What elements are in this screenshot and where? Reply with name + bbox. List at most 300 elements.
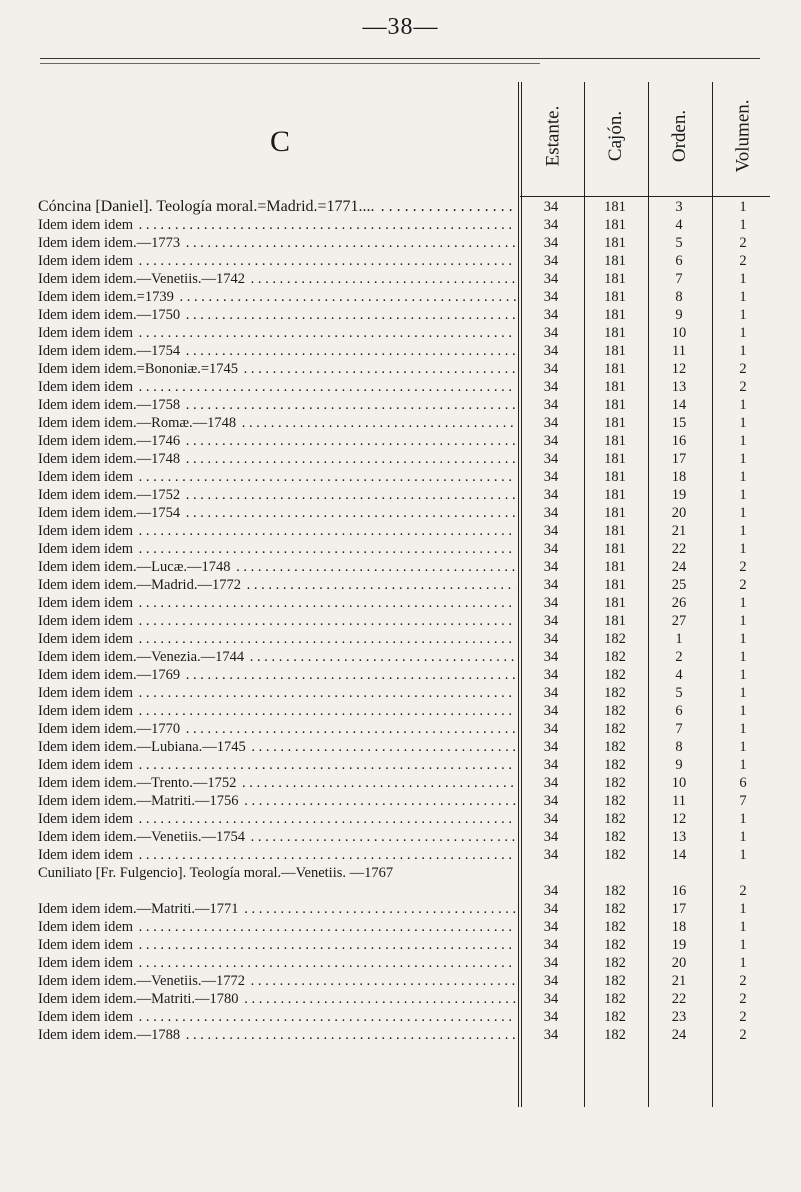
section-letter: C	[270, 125, 291, 158]
entry-description-text: Idem idem idem.—Matriti.—1780	[38, 991, 239, 1007]
cell-estante: 34	[543, 289, 559, 305]
table-row	[38, 918, 758, 936]
table-row	[38, 756, 758, 774]
cell-cajon: 182	[604, 1009, 626, 1025]
entry-description-text: Idem idem idem	[38, 325, 134, 341]
cell-orden: 2	[675, 649, 683, 665]
cell-orden: 26	[671, 595, 687, 611]
entry-description	[38, 558, 516, 576]
entry-description-text: Idem idem idem.—1773	[38, 235, 181, 251]
cell-orden: 3	[675, 199, 683, 215]
cell-cajon: 182	[604, 1027, 626, 1043]
cell-volumen: 1	[739, 397, 747, 413]
cell-cajon: 181	[604, 505, 626, 521]
catalog-entries	[38, 198, 758, 1044]
entry-description	[38, 288, 516, 306]
table-row	[38, 648, 758, 666]
cell-orden: 17	[671, 451, 687, 467]
entry-description-text: Idem idem idem	[38, 955, 134, 971]
cell-volumen: 1	[739, 739, 747, 755]
entry-description	[38, 900, 516, 918]
cell-volumen: 1	[739, 469, 747, 485]
cell-orden: 8	[675, 289, 683, 305]
entry-description	[38, 756, 516, 774]
cell-volumen: 1	[739, 415, 747, 431]
column-header-cajon-label: Cajón.	[605, 110, 627, 162]
cell-volumen: 1	[739, 199, 747, 215]
cell-orden: 5	[675, 235, 683, 251]
cell-estante: 34	[543, 667, 559, 683]
table-row	[38, 540, 758, 558]
entry-description-text: Idem idem idem	[38, 469, 134, 485]
column-header-volumen	[713, 82, 773, 190]
cell-cajon: 182	[604, 901, 626, 917]
top-rule-secondary	[40, 63, 540, 64]
cell-volumen: 1	[739, 631, 747, 647]
cell-volumen: 2	[739, 379, 747, 395]
cell-cajon: 182	[604, 937, 626, 953]
entry-description	[38, 810, 516, 828]
entry-description-text: Idem idem idem	[38, 595, 134, 611]
cell-estante: 34	[543, 577, 559, 593]
cell-cajon: 182	[604, 793, 626, 809]
cell-cajon: 181	[604, 271, 626, 287]
cell-estante: 34	[543, 307, 559, 323]
entry-description-text: Idem idem idem.—Lucæ.—1748	[38, 559, 231, 575]
table-row	[38, 774, 758, 792]
cell-cajon: 182	[604, 685, 626, 701]
cell-volumen: 1	[739, 721, 747, 737]
table-row	[38, 612, 758, 630]
cell-orden: 18	[671, 469, 687, 485]
entry-description-text: Idem idem idem	[38, 253, 134, 269]
entry-description-text: Idem idem idem.—Venetiis.—1772	[38, 973, 245, 989]
cell-orden: 10	[671, 325, 687, 341]
cell-volumen: 2	[739, 973, 747, 989]
cell-cajon: 181	[604, 397, 626, 413]
entry-description	[38, 630, 516, 648]
cell-cajon: 182	[604, 811, 626, 827]
cell-volumen: 1	[739, 649, 747, 665]
entry-description	[38, 648, 516, 666]
cell-cajon: 182	[604, 847, 626, 863]
cell-volumen: 1	[739, 847, 747, 863]
cell-volumen: 1	[739, 433, 747, 449]
cell-volumen: 1	[739, 289, 747, 305]
cell-estante: 34	[543, 235, 559, 251]
cell-estante: 34	[543, 469, 559, 485]
table-row	[38, 630, 758, 648]
cell-orden: 24	[671, 1027, 687, 1043]
cell-cajon: 181	[604, 199, 626, 215]
cell-orden: 12	[671, 811, 687, 827]
table-row	[38, 324, 758, 342]
cell-cajon: 182	[604, 757, 626, 773]
table-row	[38, 396, 758, 414]
column-header-cajon	[585, 82, 648, 190]
cell-cajon: 181	[604, 469, 626, 485]
cell-estante: 34	[543, 973, 559, 989]
cell-orden: 18	[671, 919, 687, 935]
cell-cajon: 181	[604, 235, 626, 251]
entry-description-text: Idem idem idem.—1752	[38, 487, 181, 503]
cell-estante: 34	[543, 361, 559, 377]
cell-estante: 34	[543, 559, 559, 575]
entry-description-text: Idem idem idem	[38, 379, 134, 395]
cell-estante: 34	[543, 1009, 559, 1025]
entry-description-text: Idem idem idem.—1758	[38, 397, 181, 413]
cell-volumen: 1	[739, 937, 747, 953]
cell-cajon: 181	[604, 541, 626, 557]
entry-description	[38, 918, 516, 936]
cell-cajon: 181	[604, 559, 626, 575]
table-row	[38, 288, 758, 306]
entry-description-text: Idem idem idem	[38, 937, 134, 953]
cell-volumen: 1	[739, 541, 747, 557]
cell-cajon: 181	[604, 415, 626, 431]
entry-description	[38, 396, 516, 414]
entry-description	[38, 828, 516, 846]
cell-orden: 8	[675, 739, 683, 755]
entry-description-text: Idem idem idem	[38, 811, 134, 827]
cell-cajon: 181	[604, 217, 626, 233]
entry-description-text: Idem idem idem	[38, 523, 134, 539]
cell-volumen: 2	[739, 1027, 747, 1043]
cell-cajon: 181	[604, 343, 626, 359]
entry-description	[38, 972, 516, 990]
cell-estante: 34	[543, 379, 559, 395]
entry-description	[38, 666, 516, 684]
entry-description-text: Idem idem idem.—1754	[38, 505, 181, 521]
entry-description-text: Idem idem idem	[38, 217, 134, 233]
cell-estante: 34	[543, 253, 559, 269]
table-row	[38, 234, 758, 252]
table-row	[38, 576, 758, 594]
cell-estante: 34	[543, 325, 559, 341]
cell-orden: 17	[671, 901, 687, 917]
entry-description-text: Idem idem idem	[38, 685, 134, 701]
entry-description	[38, 342, 516, 360]
cell-volumen: 1	[739, 757, 747, 773]
cell-volumen: 1	[739, 667, 747, 683]
cell-estante: 34	[543, 991, 559, 1007]
entry-description-text: Idem idem idem.—Matriti.—1756	[38, 793, 239, 809]
cell-volumen: 1	[739, 829, 747, 845]
table-row	[38, 342, 758, 360]
cell-estante: 34	[543, 793, 559, 809]
cell-orden: 6	[675, 703, 683, 719]
table-row	[38, 252, 758, 270]
cell-volumen: 2	[739, 1009, 747, 1025]
entry-description-text: Idem idem idem.—1750	[38, 307, 181, 323]
table-row	[38, 522, 758, 540]
entry-description-text: Idem idem idem	[38, 757, 134, 773]
entry-description-text: Idem idem idem.—1770	[38, 721, 181, 737]
cell-orden: 11	[672, 793, 686, 809]
table-row	[38, 216, 758, 234]
header-rule	[520, 196, 770, 197]
entry-description	[38, 216, 516, 234]
table-row	[38, 558, 758, 576]
table-row	[38, 684, 758, 702]
entry-description	[38, 450, 516, 468]
cell-orden: 20	[671, 505, 687, 521]
cell-orden: 16	[671, 883, 687, 899]
entry-description-text: Idem idem idem.—Romæ.—1748	[38, 415, 237, 431]
entry-description-text: Idem idem idem.=1739	[38, 289, 174, 305]
table-row	[38, 360, 758, 378]
cell-estante: 34	[543, 901, 559, 917]
cell-cajon: 181	[604, 613, 626, 629]
cell-estante: 34	[543, 397, 559, 413]
table-row	[38, 900, 758, 918]
table-row	[38, 972, 758, 990]
cell-estante: 34	[543, 649, 559, 665]
cell-estante: 34	[543, 955, 559, 971]
entry-description	[38, 378, 516, 396]
cell-estante: 34	[543, 847, 559, 863]
table-row	[38, 1008, 758, 1026]
cell-estante: 34	[543, 217, 559, 233]
cell-estante: 34	[543, 415, 559, 431]
cell-orden: 10	[671, 775, 687, 791]
cell-cajon: 181	[604, 289, 626, 305]
cell-volumen: 1	[739, 595, 747, 611]
entry-description-text: Idem idem idem.—Venetiis.—1754	[38, 829, 245, 845]
cell-orden: 22	[671, 541, 687, 557]
entry-description-text: Idem idem idem	[38, 847, 134, 863]
table-row	[38, 792, 758, 810]
cell-estante: 34	[543, 685, 559, 701]
cell-cajon: 182	[604, 919, 626, 935]
cell-volumen: 1	[739, 523, 747, 539]
cell-estante: 34	[543, 829, 559, 845]
cell-cajon: 181	[604, 307, 626, 323]
cell-cajon: 181	[604, 325, 626, 341]
cell-cajon: 181	[604, 595, 626, 611]
entry-description-text: Idem idem idem	[38, 703, 134, 719]
cell-volumen: 1	[739, 613, 747, 629]
cell-cajon: 182	[604, 649, 626, 665]
table-row	[38, 432, 758, 450]
entry-description	[38, 414, 516, 432]
cell-estante: 34	[543, 505, 559, 521]
cell-cajon: 181	[604, 487, 626, 503]
cell-orden: 14	[671, 397, 687, 413]
page-number: —38—	[362, 14, 439, 40]
cell-estante: 34	[543, 199, 559, 215]
cell-estante: 34	[543, 343, 559, 359]
cell-volumen: 1	[739, 217, 747, 233]
entry-description	[38, 774, 516, 792]
cell-estante: 34	[543, 433, 559, 449]
entry-description	[38, 954, 516, 972]
entry-description	[38, 504, 516, 522]
cell-cajon: 181	[604, 253, 626, 269]
entry-description-text: Cóncina [Daniel]. Teología moral.=Madrid.=1771....	[38, 198, 375, 215]
entry-description	[38, 1008, 516, 1026]
cell-cajon: 182	[604, 829, 626, 845]
cell-orden: 20	[671, 955, 687, 971]
cell-cajon: 182	[604, 739, 626, 755]
cell-estante: 34	[543, 595, 559, 611]
entry-description-text: Idem idem idem.—Venetiis.—1742	[38, 271, 245, 287]
cell-orden: 9	[675, 307, 683, 323]
cell-volumen: 1	[739, 325, 747, 341]
cell-volumen: 7	[739, 793, 747, 809]
cell-orden: 11	[672, 343, 686, 359]
entry-description	[38, 468, 516, 486]
cell-volumen: 2	[739, 253, 747, 269]
entry-description	[38, 540, 516, 558]
cell-estante: 34	[543, 631, 559, 647]
cell-estante: 34	[543, 721, 559, 737]
entry-description-text: Idem idem idem.—1748	[38, 451, 181, 467]
entry-description	[38, 702, 516, 720]
table-row	[38, 936, 758, 954]
cell-volumen: 1	[739, 505, 747, 521]
cell-cajon: 182	[604, 991, 626, 1007]
cell-orden: 7	[675, 721, 683, 737]
entry-description	[38, 720, 516, 738]
entry-description-text: Idem idem idem	[38, 541, 134, 557]
cell-orden: 21	[671, 523, 687, 539]
entry-description-text: Cuniliato [Fr. Fulgencio]. Teología moral.—Venetiis. —1767	[38, 865, 394, 881]
cell-orden: 13	[671, 379, 687, 395]
table-row	[38, 720, 758, 738]
entry-description	[38, 1026, 516, 1044]
cell-cajon: 181	[604, 451, 626, 467]
cell-volumen: 1	[739, 919, 747, 935]
table-row	[38, 306, 758, 324]
table-row	[38, 1026, 758, 1044]
cell-cajon: 181	[604, 379, 626, 395]
cell-estante: 34	[543, 739, 559, 755]
entry-description	[38, 936, 516, 954]
cell-volumen: 1	[739, 703, 747, 719]
cell-cajon: 182	[604, 703, 626, 719]
entry-description	[38, 360, 516, 378]
column-header-orden-label: Orden.	[669, 109, 691, 163]
table-row	[38, 504, 758, 522]
table-row	[38, 702, 758, 720]
entry-description-text: Idem idem idem	[38, 631, 134, 647]
entry-description-text: Idem idem idem.—1769	[38, 667, 181, 683]
entry-description	[38, 846, 516, 864]
entry-description	[38, 684, 516, 702]
cell-orden: 16	[671, 433, 687, 449]
entry-description	[38, 594, 516, 612]
cell-orden: 21	[671, 973, 687, 989]
cell-volumen: 2	[739, 883, 747, 899]
table-row	[38, 666, 758, 684]
cell-cajon: 182	[604, 631, 626, 647]
cell-estante: 34	[543, 613, 559, 629]
entry-description	[38, 432, 516, 450]
entry-description	[38, 234, 516, 252]
entry-description-text: Idem idem idem	[38, 919, 134, 935]
cell-volumen: 1	[739, 811, 747, 827]
table-row	[38, 594, 758, 612]
cell-orden: 24	[671, 559, 687, 575]
entry-description	[38, 486, 516, 504]
cell-volumen: 1	[739, 451, 747, 467]
cell-orden: 1	[675, 631, 683, 647]
entry-description-text: Idem idem idem.—Lubiana.—1745	[38, 739, 246, 755]
cell-orden: 19	[671, 487, 687, 503]
cell-cajon: 181	[604, 523, 626, 539]
cell-orden: 27	[671, 613, 687, 629]
cell-cajon: 182	[604, 883, 626, 899]
cell-estante: 34	[543, 451, 559, 467]
cell-estante: 34	[543, 757, 559, 773]
table-row	[38, 414, 758, 432]
entry-description-text: Idem idem idem.—1754	[38, 343, 181, 359]
entry-description-text: Idem idem idem	[38, 613, 134, 629]
entry-description-text: Idem idem idem.—Venezia.—1744	[38, 649, 245, 665]
cell-estante: 34	[543, 775, 559, 791]
entry-description	[38, 738, 516, 756]
cell-cajon: 182	[604, 955, 626, 971]
cell-estante: 34	[543, 523, 559, 539]
cell-cajon: 182	[604, 667, 626, 683]
entry-description	[38, 270, 516, 288]
column-header-estante	[522, 82, 584, 190]
table-row	[38, 738, 758, 756]
cell-volumen: 2	[739, 577, 747, 593]
entry-description	[38, 990, 516, 1008]
cell-estante: 34	[543, 811, 559, 827]
cell-estante: 34	[543, 703, 559, 719]
cell-estante: 34	[543, 919, 559, 935]
entry-description	[38, 324, 516, 342]
cell-orden: 9	[675, 757, 683, 773]
entry-description-text: Idem idem idem.—Madrid.—1772	[38, 577, 241, 593]
top-rule	[40, 58, 760, 59]
cell-orden: 23	[671, 1009, 687, 1025]
cell-volumen: 1	[739, 685, 747, 701]
cell-orden: 4	[675, 667, 683, 683]
table-row	[38, 810, 758, 828]
cell-volumen: 1	[739, 901, 747, 917]
cell-volumen: 2	[739, 235, 747, 251]
entry-description-text: Idem idem idem.—1788	[38, 1027, 181, 1043]
entry-description	[38, 306, 516, 324]
entry-description	[38, 612, 516, 630]
entry-description-text: Idem idem idem.—Trento.—1752	[38, 775, 237, 791]
column-header-volumen-label: Volumen.	[732, 99, 754, 173]
cell-volumen: 2	[739, 559, 747, 575]
column-header-estante-label: Estante.	[542, 105, 563, 167]
entry-description-text: Idem idem idem.—1746	[38, 433, 181, 449]
cell-volumen: 1	[739, 343, 747, 359]
cell-volumen: 2	[739, 991, 747, 1007]
cell-orden: 22	[671, 991, 687, 1007]
cell-cajon: 182	[604, 775, 626, 791]
cell-cajon: 182	[604, 721, 626, 737]
table-row	[38, 468, 758, 486]
table-row	[38, 270, 758, 288]
cell-volumen: 1	[739, 487, 747, 503]
column-header-orden	[649, 82, 712, 190]
cell-estante: 34	[543, 541, 559, 557]
cell-estante: 34	[543, 883, 559, 899]
table-row	[38, 864, 758, 900]
cell-volumen: 2	[739, 361, 747, 377]
cell-cajon: 182	[604, 973, 626, 989]
entry-description-text: Idem idem idem	[38, 1009, 134, 1025]
cell-orden: 6	[675, 253, 683, 269]
